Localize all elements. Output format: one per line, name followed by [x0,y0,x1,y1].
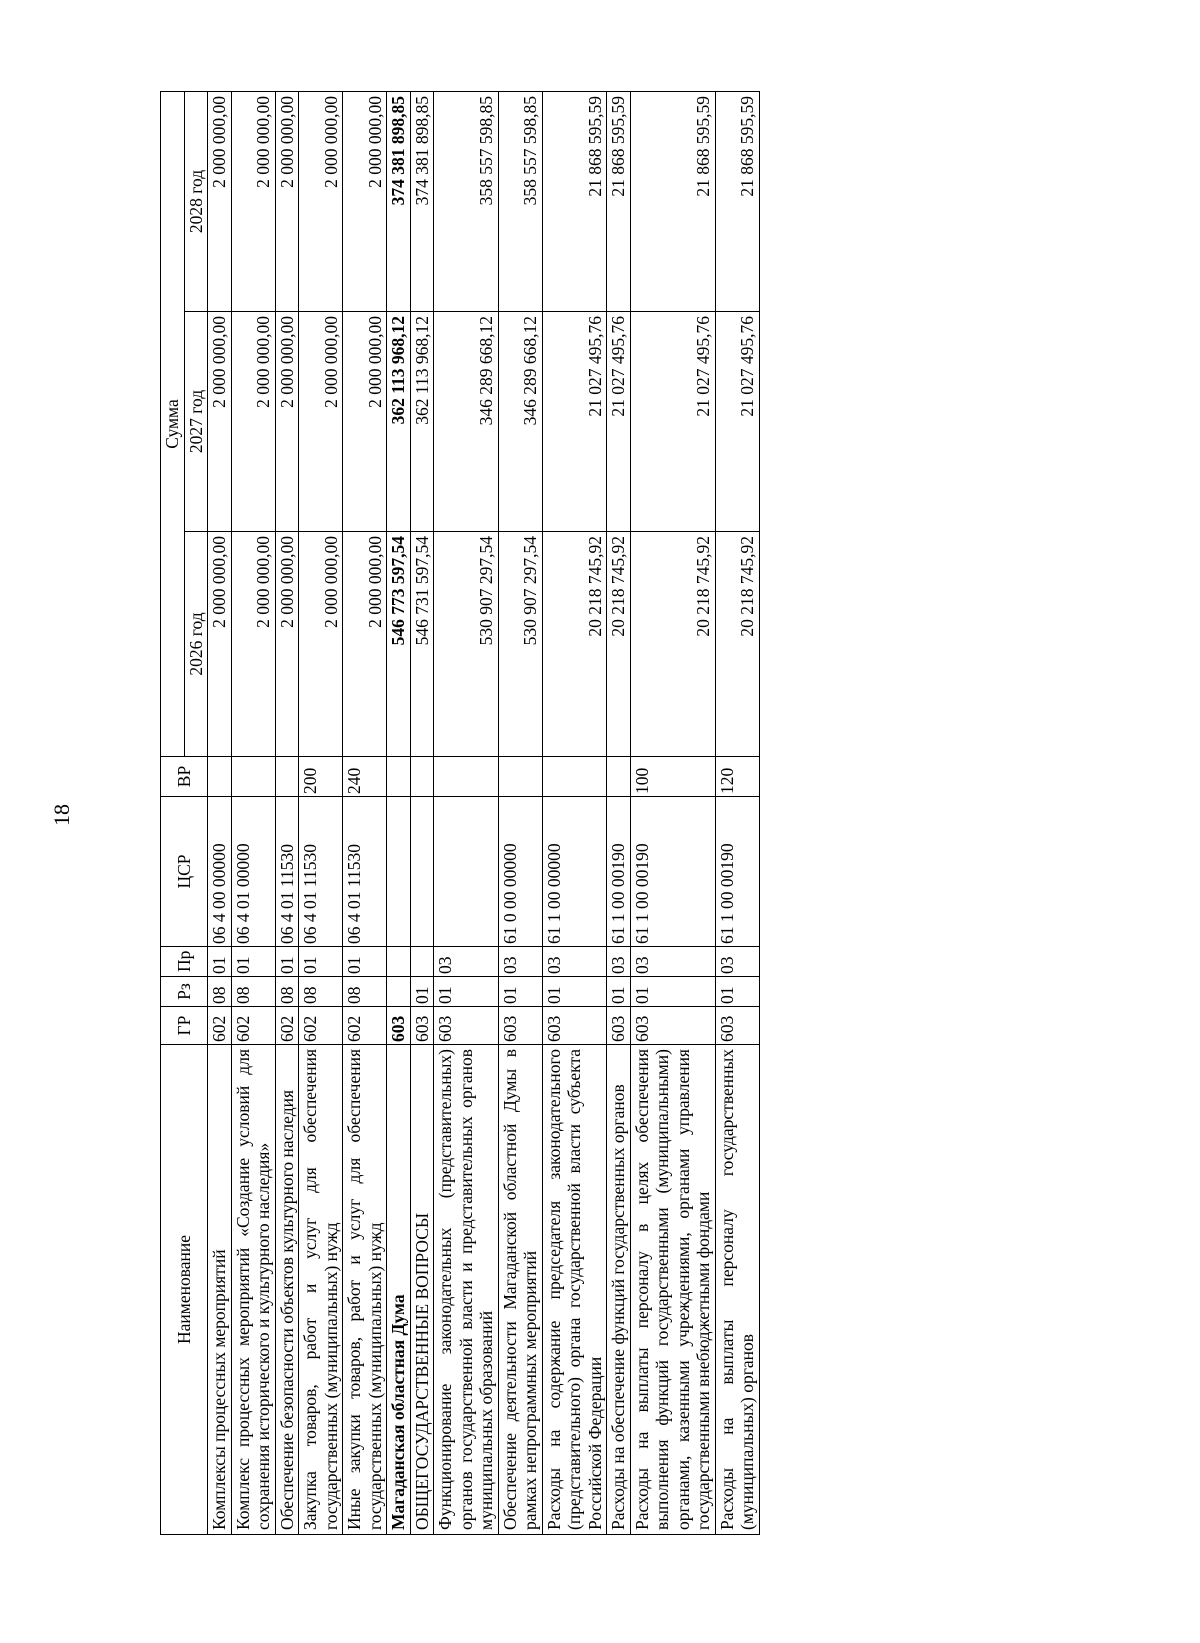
cell-gr: 602 [275,1007,299,1045]
cell-2026: 2 000 000,00 [343,532,387,757]
cell-name: Магаданская областная Дума [387,1045,411,1535]
table-row [275,91,299,1534]
cell-csr: 06 4 01 11530 [275,797,299,947]
cell-2028: 358 557 598,85 [434,91,499,311]
cell-pr: 03 [542,947,607,977]
cell-gr: 603 [715,1007,759,1045]
table-row [630,91,715,1534]
cell-vr: 200 [299,757,343,797]
cell-name: Расходы на выплаты персоналу государственных (муниципальных) органов [715,1045,759,1535]
cell-vr [498,757,542,797]
cell-csr [434,797,499,947]
cell-2026: 2 000 000,00 [275,532,299,757]
table-row [434,91,499,1534]
cell-pr: 01 [275,947,299,977]
cell-2028: 374 381 898,85 [410,91,434,311]
cell-gr: 603 [387,1007,411,1045]
cell-rz: 08 [231,977,275,1007]
header-vr: ВР [161,757,208,797]
cell-pr: 03 [607,947,631,977]
cell-2027: 2 000 000,00 [208,312,232,532]
cell-2027: 21 027 495,76 [630,312,715,532]
cell-gr: 603 [410,1007,434,1045]
header-row-1 [161,91,185,1534]
page-number: 18 [49,804,74,826]
header-name: Наименование [161,1045,208,1535]
table-row [208,91,232,1534]
cell-csr: 61 1 00 00190 [630,797,715,947]
header-2027: 2027 год [184,312,208,532]
header-pr: Пр [161,947,208,977]
cell-pr: 01 [208,947,232,977]
cell-2027: 2 000 000,00 [299,312,343,532]
cell-2027: 362 113 968,12 [387,312,411,532]
cell-2026: 2 000 000,00 [299,532,343,757]
header-sum: Сумма [161,91,185,756]
cell-vr [542,757,607,797]
header-2026: 2026 год [184,532,208,757]
cell-gr: 602 [208,1007,232,1045]
header-gr: ГР [161,1007,208,1045]
cell-rz: 01 [434,977,499,1007]
header-rz: Рз [161,977,208,1007]
cell-2026: 530 907 297,54 [498,532,542,757]
cell-csr: 61 0 00 00000 [498,797,542,947]
cell-rz: 01 [607,977,631,1007]
cell-2028: 21 868 595,59 [607,91,631,311]
cell-gr: 603 [434,1007,499,1045]
cell-pr: 01 [231,947,275,977]
cell-vr: 100 [630,757,715,797]
header-csr: ЦСР [161,797,208,947]
cell-2026: 530 907 297,54 [434,532,499,757]
cell-name: Расходы на выплаты персоналу в целях обеспечения выполнения функций государственными (муниципальными) органами, казенными учреждениями, органами управления государственными внебюджетными фондами [630,1045,715,1535]
cell-2026: 2 000 000,00 [231,532,275,757]
cell-2027: 346 289 668,12 [498,312,542,532]
cell-vr [208,757,232,797]
cell-csr [387,797,411,947]
cell-rz: 08 [343,977,387,1007]
cell-csr: 06 4 01 11530 [343,797,387,947]
cell-name: Функционирование законодательных (представительных) органов государственной власти и представительных органов муниципальных образований [434,1045,499,1535]
cell-vr [434,757,499,797]
cell-name: Обеспечение безопасности объектов культурного наследия [275,1045,299,1535]
table-body [208,91,760,1534]
cell-2026: 20 218 745,92 [630,532,715,757]
cell-pr: 03 [434,947,499,977]
cell-rz: 01 [630,977,715,1007]
cell-gr: 602 [299,1007,343,1045]
cell-vr [275,757,299,797]
cell-rz: 01 [542,977,607,1007]
cell-2028: 21 868 595,59 [542,91,607,311]
cell-2027: 362 113 968,12 [410,312,434,532]
cell-pr [410,947,434,977]
cell-2028: 2 000 000,00 [231,91,275,311]
cell-2027: 346 289 668,12 [434,312,499,532]
cell-rz: 01 [715,977,759,1007]
cell-rz: 08 [275,977,299,1007]
cell-vr [410,757,434,797]
table-row [542,91,607,1534]
cell-pr: 01 [343,947,387,977]
cell-2026: 20 218 745,92 [607,532,631,757]
cell-pr [387,947,411,977]
cell-name: Расходы на обеспечение функций государственных органов [607,1045,631,1535]
cell-2028: 2 000 000,00 [343,91,387,311]
cell-vr [231,757,275,797]
cell-2028: 2 000 000,00 [208,91,232,311]
cell-vr [607,757,631,797]
cell-name: Комплексы процессных мероприятий [208,1045,232,1535]
cell-2027: 2 000 000,00 [275,312,299,532]
cell-2028: 2 000 000,00 [275,91,299,311]
cell-csr: 06 4 01 11530 [299,797,343,947]
cell-name: Закупка товаров, работ и услуг для обеспечения государственных (муниципальных) нужд [299,1045,343,1535]
cell-pr: 03 [498,947,542,977]
cell-2026: 546 731 597,54 [410,532,434,757]
budget-table [160,91,760,1535]
table-row [410,91,434,1534]
cell-rz: 01 [410,977,434,1007]
cell-gr: 602 [343,1007,387,1045]
cell-name: Комплекс процессных мероприятий «Создание условий для сохранения исторического и культурного наследия» [231,1045,275,1535]
cell-pr: 03 [630,947,715,977]
cell-name: Обеспечение деятельности Магаданской областной Думы в рамках непрограммных мероприятий [498,1045,542,1535]
cell-name: ОБЩЕГОСУДАРСТВЕННЫЕ ВОПРОСЫ [410,1045,434,1535]
table-row [498,91,542,1534]
cell-gr: 603 [542,1007,607,1045]
cell-2027: 2 000 000,00 [343,312,387,532]
cell-vr [387,757,411,797]
table-row [231,91,275,1534]
table-row [715,91,759,1534]
cell-csr: 61 1 00 00000 [542,797,607,947]
header-2028: 2028 год [184,91,208,311]
cell-vr: 240 [343,757,387,797]
cell-csr [410,797,434,947]
table-row [299,91,343,1534]
cell-rz: 01 [498,977,542,1007]
cell-2027: 21 027 495,76 [542,312,607,532]
cell-gr: 603 [607,1007,631,1045]
cell-csr: 06 4 00 00000 [208,797,232,947]
cell-gr: 603 [630,1007,715,1045]
cell-2026: 546 773 597,54 [387,532,411,757]
cell-rz: 08 [299,977,343,1007]
cell-csr: 61 1 00 00190 [715,797,759,947]
table-row [607,91,631,1534]
cell-2026: 2 000 000,00 [208,532,232,757]
cell-gr: 603 [498,1007,542,1045]
cell-2027: 2 000 000,00 [231,312,275,532]
cell-2027: 21 027 495,76 [607,312,631,532]
cell-2028: 358 557 598,85 [498,91,542,311]
cell-rz [387,977,411,1007]
rotated-page-content [160,92,1045,1535]
cell-2028: 21 868 595,59 [715,91,759,311]
cell-pr: 03 [715,947,759,977]
cell-rz: 08 [208,977,232,1007]
cell-gr: 602 [231,1007,275,1045]
cell-csr: 06 4 01 00000 [231,797,275,947]
cell-name: Расходы на содержание председателя законодательного (представительного) органа государственной власти субъекта Российской Федерации [542,1045,607,1535]
cell-2028: 374 381 898,85 [387,91,411,311]
cell-vr: 120 [715,757,759,797]
table-row [343,91,387,1534]
cell-csr: 61 1 00 00190 [607,797,631,947]
cell-pr: 01 [299,947,343,977]
cell-2026: 20 218 745,92 [542,532,607,757]
cell-2028: 21 868 595,59 [630,91,715,311]
cell-2028: 2 000 000,00 [299,91,343,311]
table-row [387,91,411,1534]
cell-name: Иные закупки товаров, работ и услуг для обеспечения государственных (муниципальных) нужд [343,1045,387,1535]
cell-2026: 20 218 745,92 [715,532,759,757]
cell-2027: 21 027 495,76 [715,312,759,532]
